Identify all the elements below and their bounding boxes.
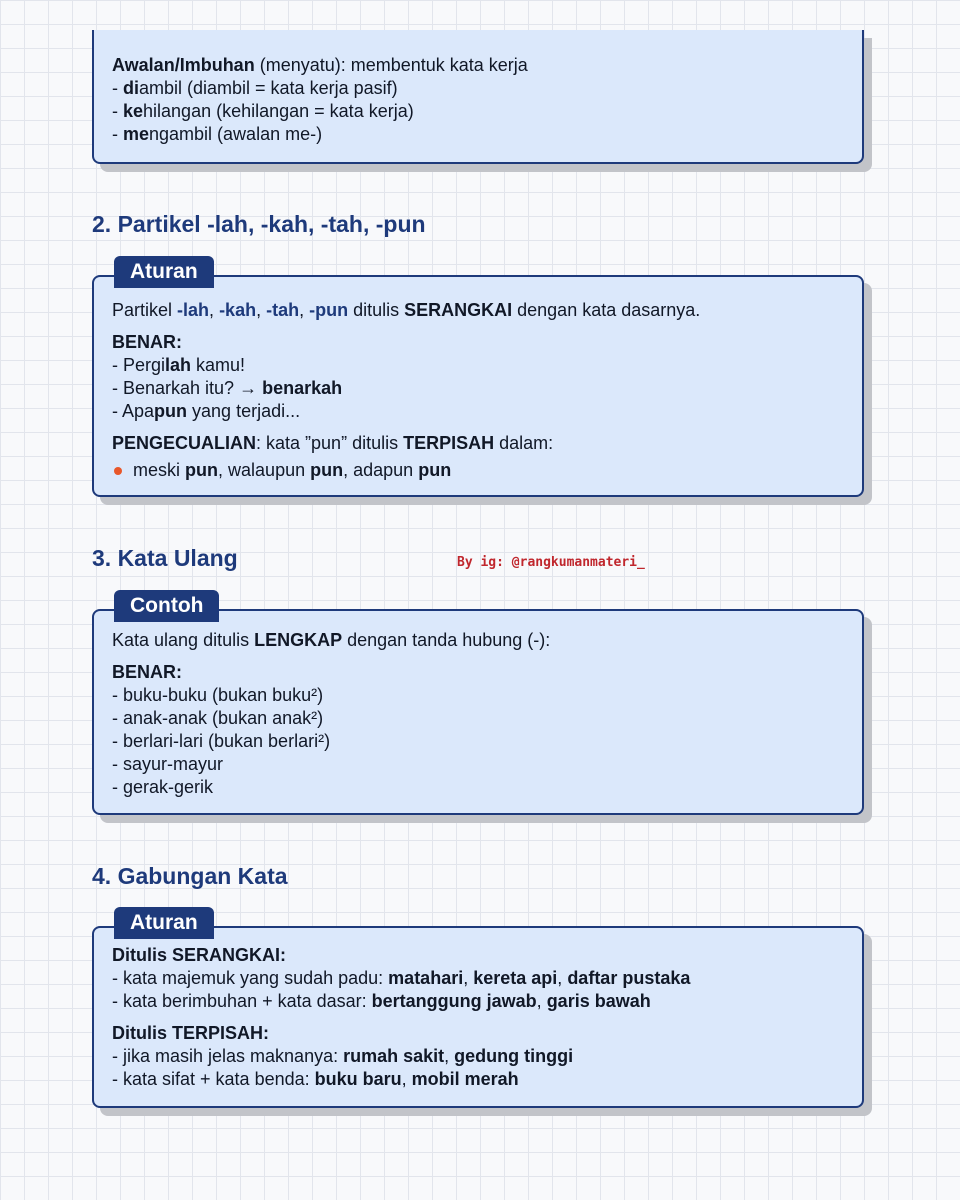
imbuhan-example: - mengambil (awalan me-) [112,124,323,144]
terpisah-item: - jika masih jelas maknanya: rumah sakit, gedung tinggi [112,1046,574,1066]
imbuhan-example: - diambil (diambil = kata kerja pasif) [112,78,398,98]
partikel-box [92,275,864,497]
list-item: - berlari-lari (bukan berlari²) [112,731,331,751]
exception-bullet: meski pun , walaupun pun , adapun pun [112,459,844,482]
terpisah-label: Ditulis TERPISAH: [112,1023,270,1043]
imbuhan-example: - kehilangan (kehilangan = kata kerja) [112,101,414,121]
imbuhan-box [92,30,864,164]
example-line: - Pergilah kamu! [112,355,246,375]
serangkai-label: Ditulis SERANGKAI: [112,945,287,965]
kata-ulang-intro: Kata ulang ditulis LENGKAP dengan tanda hubung (-): [112,630,551,650]
list-item: - gerak-gerik [112,777,214,797]
list-item: - anak-anak (bukan anak²) [112,708,324,728]
serangkai-item: - kata berimbuhan + kata dasar: bertanggung jawab, garis bawah [112,991,651,1011]
section-heading-partikel: 2. Partikel -lah, -kah, -tah, -pun [92,211,426,237]
benar-label: BENAR: [112,662,182,682]
partikel-intro: Partikel -lah, -kah, -tah, -pun ditulis SERANGKAI dengan kata dasarnya. [112,300,701,320]
example-tag: Contoh [114,590,219,622]
rule-tag: Aturan [114,256,214,288]
gabungan-kata-box [92,926,864,1108]
list-item: - sayur-mayur [112,754,224,774]
benar-label: BENAR: [112,332,182,352]
example-line: - Benarkah itu? → benarkah [112,378,343,398]
terpisah-item: - kata sifat + kata benda: buku baru, mobil merah [112,1069,519,1089]
kata-ulang-box [92,609,864,815]
section-heading-gabungan-kata: 4. Gabungan Kata [92,863,288,889]
example-line: - Apapun yang terjadi... [112,401,301,421]
bullet-dot-icon [114,467,122,475]
rule-tag: Aturan [114,907,214,939]
author-credit: By ig: @rangkumanmateri_ [457,555,645,570]
serangkai-item: - kata majemuk yang sudah padu: matahari, kereta api, daftar pustaka [112,968,691,988]
imbuhan-line: Awalan/Imbuhan (menyatu): membentuk kata kerja [112,55,528,75]
section-heading-kata-ulang: 3. Kata Ulang [92,545,238,571]
exception-line: PENGECUALIAN: kata ”pun” ditulis TERPISAH dalam: [112,433,554,453]
list-item: - buku-buku (bukan buku²) [112,685,324,705]
